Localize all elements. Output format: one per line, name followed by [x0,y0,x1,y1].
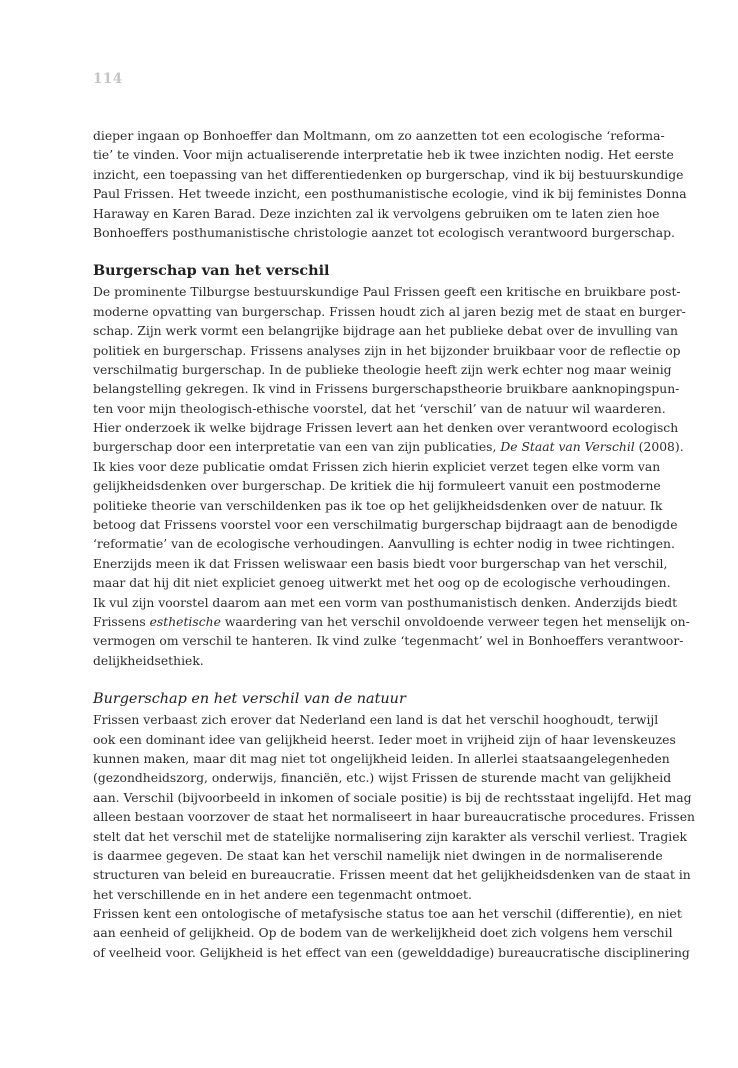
text-line: kunnen maken, maar dit mag niet tot ongelijkheid leiden. In allerlei staatsaangelegenheden [93,751,670,766]
text-run: burgerschap door een interpretatie van een van zijn publicaties, [93,440,501,455]
text-line: delijkheidsethiek. [93,653,204,668]
text-line: structuren van beleid en bureaucratie. Frissen meent dat het gelijkheidsdenken van de staat in [93,868,691,883]
publication-title: De Staat van Verschil [500,440,635,455]
text-line: stelt dat het verschil met de statelijke normalisering zijn karakter als verschil verliest. Tragiek [93,829,688,844]
text-line [93,438,684,457]
text-line: dieper ingaan op Bonhoeffer dan Moltmann, om zo aanzetten tot een ecologische ‘reforma- [93,129,665,143]
subsection-paragraph-1 [93,711,695,905]
text-line: (gezondheidszorg, onderwijs, financiën, etc.) wijst Frissen de sturende macht van gelijkheid [93,771,672,786]
text-line: maar dat hij dit niet expliciet genoeg uitwerkt met het oog op de ecologische verhoudingen. [93,576,671,591]
text-line: ‘reformatie’ van de ecologische verhoudingen. Aanvulling is echter nodig in twee richtingen. [93,537,675,552]
subsection-paragraph-2 [93,905,690,963]
text-line: Paul Frissen. Het tweede inzicht, een posthumanistische ecologie, vind ik bij feministes Donna [93,187,687,202]
text-line: ten voor mijn theologisch-ethische voorstel, dat het ‘verschil’ van de natuur wil waarderen. [93,401,666,416]
intro-paragraph [93,127,687,243]
text-run: Frissens [93,614,150,629]
text-line: Ik kies voor deze publicatie omdat Frissen zich hierin expliciet verzet tegen elke vorm van [93,459,661,474]
text-line: Enerzijds meen ik dat Frissen weliswaar een basis biedt voor burgerschap van het verschil, [93,556,668,571]
text-line: het verschillende en in het andere een tegenmacht ontmoet. [93,887,472,902]
section-heading: Burgerschap van het verschil [93,262,330,280]
text-line: of veelheid voor. Gelijkheid is het effect van een (gewelddadige) bureaucratische disciplinering [93,945,690,960]
text-line: tie’ te vinden. Voor mijn actualiserende interpretatie heb ik twee inzichten nodig. Het eerste [93,148,674,163]
text-line: aan eenheid of gelijkheid. Op de bodem van de werkelijkheid doet zich volgens hem verschil [93,926,673,941]
text-run: waardering van het verschil onvoldoende verweer tegen het menselijk on- [220,614,690,629]
text-line: De prominente Tilburgse bestuurskundige Paul Frissen geeft een kritische en bruikbare post- [93,285,681,300]
text-run: (2008). [634,440,684,455]
text-line [93,613,690,632]
section-paragraph-1 [93,283,686,419]
text-line: betoog dat Frissens voorstel voor een verschilmatig burgerschap bijdraagt aan de benodigde [93,518,678,533]
text-line: alleen bestaan voorzover de staat het normaliseert in haar bureaucratische procedures. Frissen [93,810,695,825]
text-line: moderne opvatting van burgerschap. Frissen houdt zich al jaren bezig met de staat en burger- [93,304,686,319]
text-line: Ik vul zijn voorstel daarom aan met een vorm van posthumanistisch denken. Anderzijds biedt [93,595,678,610]
text-line: schap. Zijn werk vormt een belangrijke bijdrage aan het publieke debat over de invulling van [93,324,678,339]
text-line: vermogen om verschil te hanteren. Ik vind zulke ‘tegenmacht’ wel in Bonhoeffers verantwoor- [93,634,684,649]
text-line: politiek en burgerschap. Frissens analyses zijn in het bijzonder bruikbaar voor de reflectie op [93,343,681,358]
page-number: 114 [93,71,123,87]
text-line: Frissen verbaast zich erover dat Nederland een land is dat het verschil hooghoudt, terwijl [93,713,659,728]
text-line: ook een dominant idee van gelijkheid heerst. Ieder moet in vrijheid zijn of haar levenskeuzes [93,732,676,747]
section-paragraph-2 [93,419,690,671]
text-line: inzicht, een toepassing van het differentiedenken op burgerschap, vind ik bij bestuurskundige [93,167,684,182]
text-line: politieke theorie van verschildenken pas ik toe op het gelijkheidsdenken over de natuur. Ik [93,498,663,513]
text-line: Haraway en Karen Barad. Deze inzichten zal ik vervolgens gebruiken om te laten zien hoe [93,206,660,221]
emphasis: esthetische [149,614,221,629]
text-line: verschilmatig burgerschap. In de publieke theologie heeft zijn werk echter nog maar weinig [93,362,672,377]
subsection-heading: Burgerschap en het verschil van de natuur [93,691,406,708]
text-line: is daarmee gegeven. De staat kan het verschil namelijk niet dwingen in de normaliserende [93,848,663,863]
text-line: Hier onderzoek ik welke bijdrage Frissen levert aan het denken over verantwoord ecologisch [93,421,679,436]
text-line: Frissen kent een ontologische of metafysische status toe aan het verschil (differentie), en niet [93,907,682,922]
text-line: belangstelling gekregen. Ik vind in Frissens burgerschapstheorie bruikbare aanknopingspun- [93,382,680,397]
text-line: gelijkheidsdenken over burgerschap. De kritiek die hij formuleert vanuit een postmoderne [93,479,661,494]
page-body [93,127,695,963]
text-line: Bonhoeffers posthumanistische christologie aanzet tot ecologisch verantwoord burgerschap. [93,225,675,240]
text-line: aan. Verschil (bijvoorbeeld in inkomen of sociale positie) is bij de rechtsstaat ingelijfd. Het mag [93,790,692,805]
